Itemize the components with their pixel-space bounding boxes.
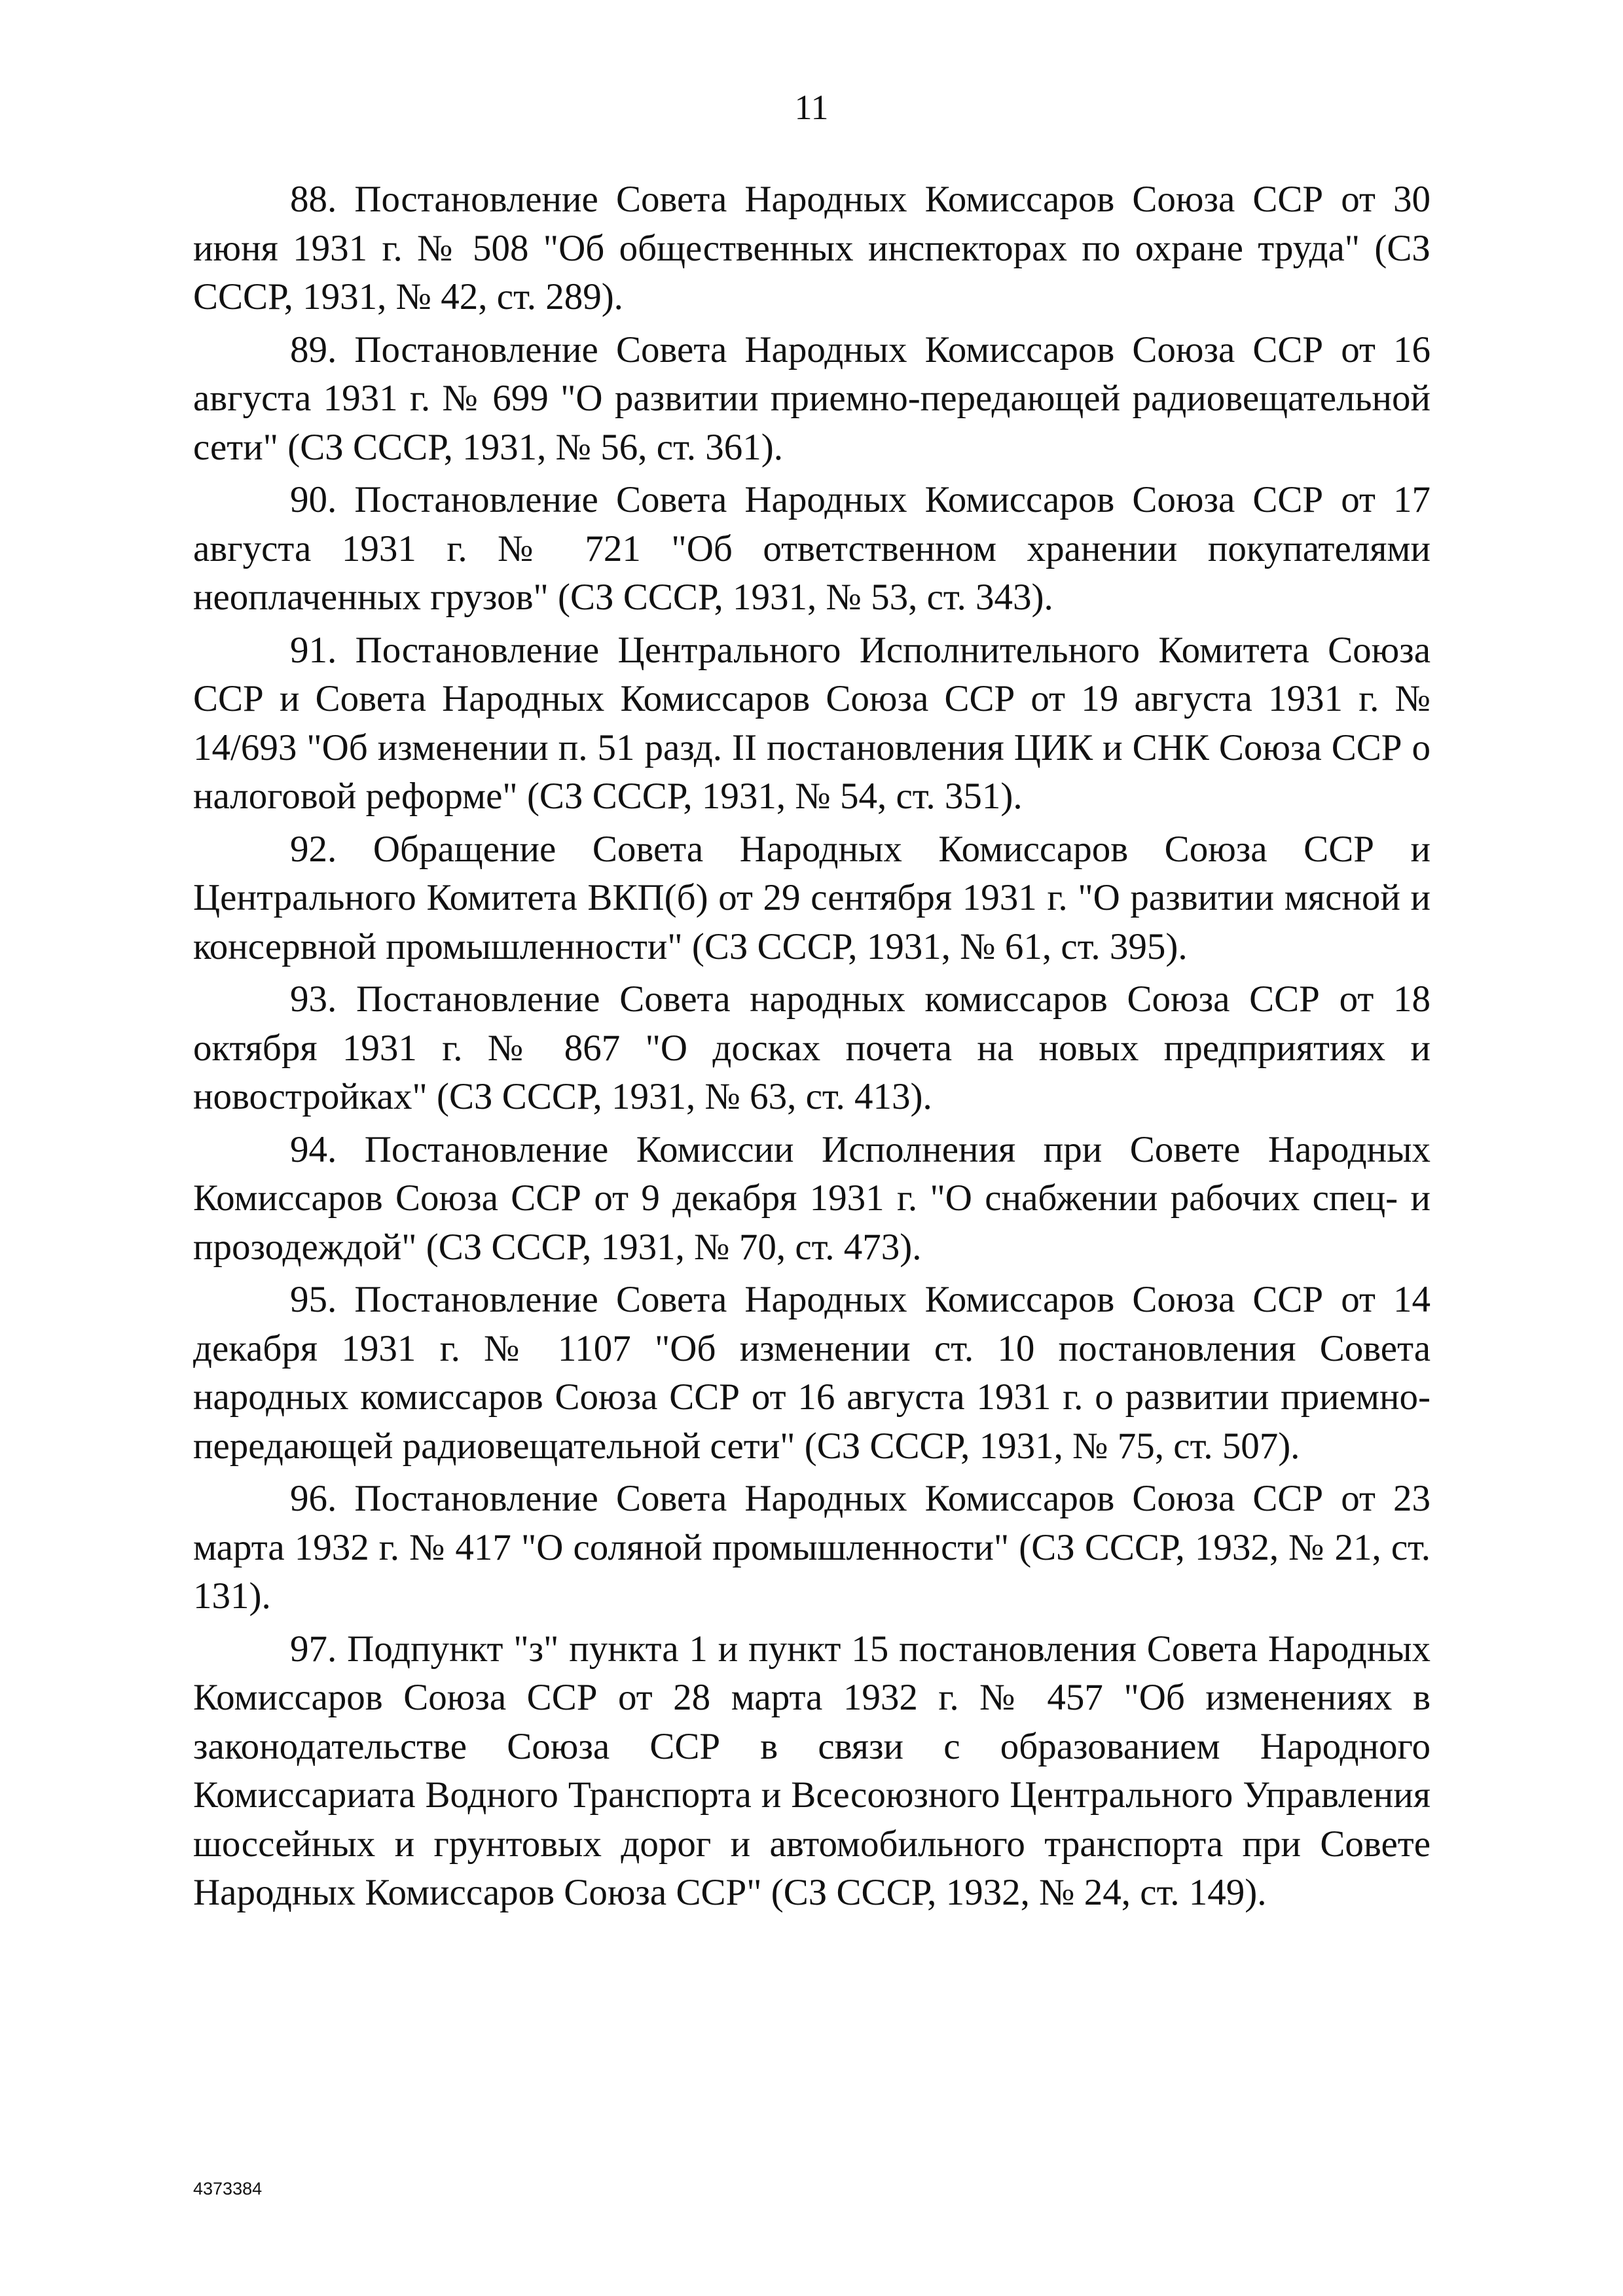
list-item-88: 88. Постановление Совета Народных Комиссаров Союза ССР от 30 июня 1931 г. № 508 "Об общественных инспекторах по охране труда" (СЗ СССР, 1931, № 42, ст. 289). [193, 179, 1431, 317]
list-item-92: 92. Обращение Совета Народных Комиссаров Союза ССР и Центрального Комитета ВКП(б) от 29 сентября 1931 г. "О развитии мясной и консервной промышленности" (СЗ СССР, 1931, № 61, ст. 395). [193, 828, 1431, 967]
list-item-91: 91. Постановление Центрального Исполнительного Комитета Союза ССР и Совета Народных Комиссаров Союза ССР от 19 августа 1931 г. № 14/693 "Об изменении п. 51 разд. II постановления ЦИК и СНК Союза ССР о налоговой реформе" (СЗ СССР, 1931, № 54, ст. 351). [193, 629, 1431, 817]
list-item-93: 93. Постановление Совета народных комиссаров Союза ССР от 18 октября 1931 г. № 867 "О досках почета на новых предприятиях и новостройках" (СЗ СССР, 1931, № 63, ст. 413). [193, 978, 1431, 1117]
list-item-89: 89. Постановление Совета Народных Комиссаров Союза ССР от 16 августа 1931 г. № 699 "О развитии приемно-передающей радиовещательной сети" (СЗ СССР, 1931, № 56, ст. 361). [193, 329, 1431, 468]
list-item-90: 90. Постановление Совета Народных Комиссаров Союза ССР от 17 августа 1931 г. № 721 "Об ответственном хранении покупателями неоплаченных грузов" (СЗ СССР, 1931, № 53, ст. 343). [193, 479, 1431, 618]
list-item-95: 95. Постановление Совета Народных Комиссаров Союза ССР от 14 декабря 1931 г. № 1107 "Об изменении ст. 10 постановления Совета народных комиссаров Союза ССР от 16 августа 1931 г. о развитии приемно-передающей радиовещательной сети" (СЗ СССР, 1931, № 75, ст. 507). [193, 1279, 1431, 1467]
list-item-97: 97. Подпункт "з" пункта 1 и пункт 15 постановления Совета Народных Комиссаров Союза ССР от 28 марта 1932 г. № 457 "Об изменениях в законодательстве Союза ССР в связи с образованием Народного Комиссариата Водного Транспорта и Всесоюзного Центрального Управления шоссейных и грунтовых дорог и автомобильного транспорта при Совете Народных Комиссаров Союза ССР" (СЗ СССР, 1932, № 24, ст. 149). [193, 1628, 1431, 1913]
document-body [193, 175, 1431, 1922]
list-item-94: 94. Постановление Комиссии Исполнения при Совете Народных Комиссаров Союза ССР от 9 декабря 1931 г. "О снабжении рабочих спец- и прозодеждой" (СЗ СССР, 1931, № 70, ст. 473). [193, 1128, 1431, 1268]
document-code: 4373384 [193, 2179, 263, 2198]
page-number: 11 [794, 88, 829, 127]
list-item-96: 96. Постановление Совета Народных Комиссаров Союза ССР от 23 марта 1932 г. № 417 "О соляной промышленности" (СЗ СССР, 1932, № 21, ст. 131). [193, 1478, 1431, 1617]
